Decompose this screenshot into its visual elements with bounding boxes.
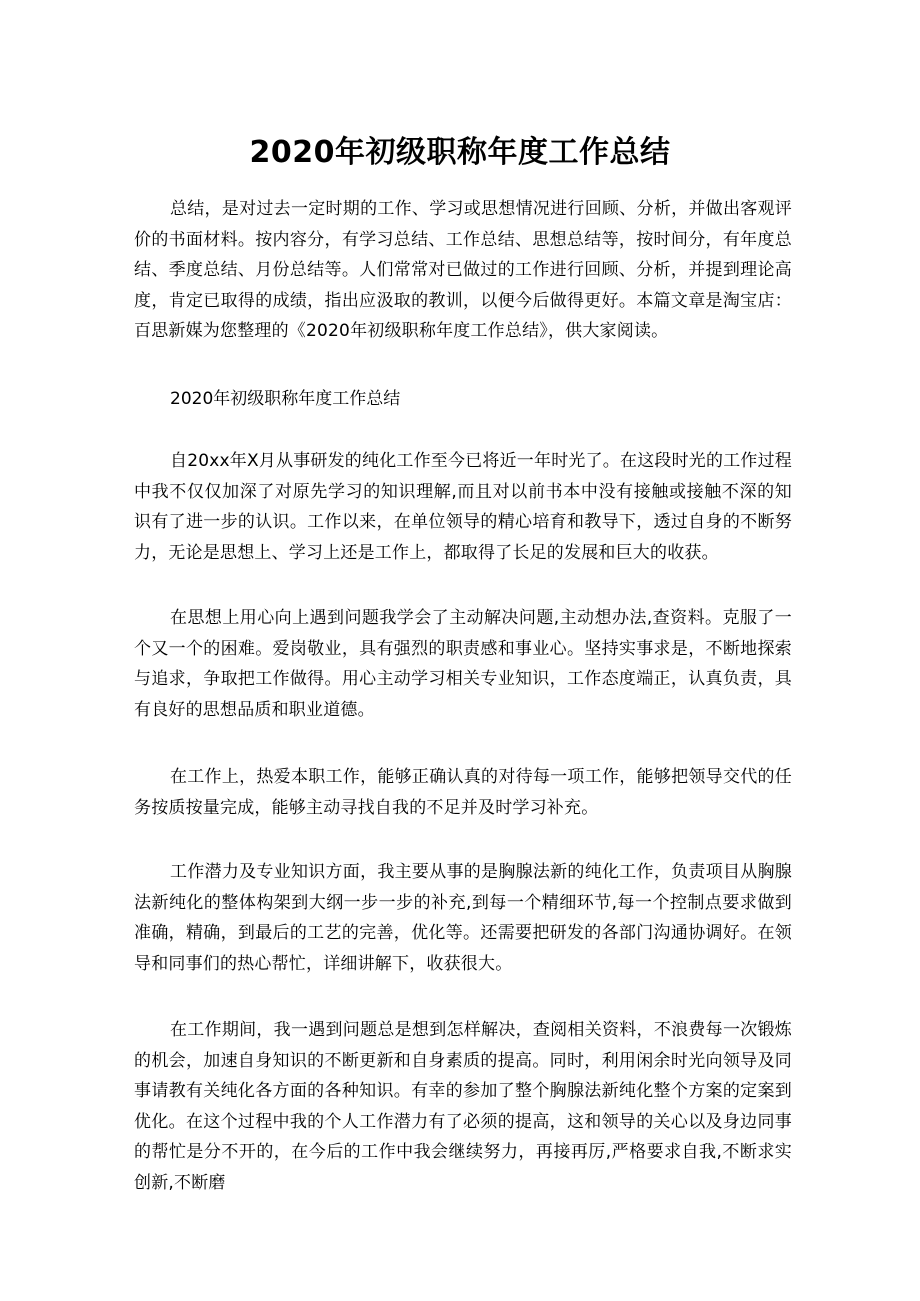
- body-paragraph-5: 在工作期间，我一遇到问题总是想到怎样解决，查阅相关资料，不浪费每一次锻炼的机会，加速自身知识的不断更新和自身素质的提高。同时，利用闲余时光向领导及同事请教有关纯化各方面的各种知识。有幸的参加了整个胸腺法新纯化整个方案的定案到优化。在这个过程中我的个人工作潜力有了必须的提高，这和领导的关心以及身边同事的帮忙是分不开的，在今后的工作中我会继续努力，再接再厉,严格要求自我,不断求实创新,不断磨: [134, 1020, 792, 1193]
- body-paragraph-1: 自20xx年X月从事研发的纯化工作至今已将近一年时光了。在这段时光的工作过程中我不仅仅加深了对原先学习的知识理解,而且对以前书本中没有接触或接触不深的知识有了进一步的认识。工作以来，在单位领导的精心培育和教导下，透过自身的不断努力，无论是思想上、学习上还是工作上，都取得了长足的发展和巨大的收获。: [134, 451, 792, 563]
- intro-paragraph: 总结，是对过去一定时期的工作、学习或思想情况进行回顾、分析，并做出客观评价的书面材料。按内容分，有学习总结、工作总结、思想总结等，按时间分，有年度总结、季度总结、月份总结等。人们常常对已做过的工作进行回顾、分析，并提到理论高度，肯定已取得的成绩，指出应汲取的教训，以便今后做得更好。本篇文章是淘宝店：百思新媒为您整理的《2020年初级职称年度工作总结》，供大家阅读。: [134, 199, 792, 341]
- section-heading: 2020年初级职称年度工作总结: [170, 389, 401, 409]
- body-paragraph-4: 工作潜力及专业知识方面，我主要从事的是胸腺法新的纯化工作，负责项目从胸腺法新纯化的整体构架到大纲一步一步的补充,到每一个精细环节,每一个控制点要求做到准确，精确，到最后的工艺的完善，优化等。还需要把研发的各部门沟通协调好。在领导和同事们的热心帮忙，详细讲解下，收获很大。: [134, 862, 792, 974]
- body-paragraph-3: 在工作上，热爱本职工作，能够正确认真的对待每一项工作，能够把领导交代的任务按质按量完成，能够主动寻找自我的不足并及时学习补充。: [134, 767, 792, 818]
- document-title: 2020年初级职称年度工作总结: [249, 135, 671, 170]
- body-paragraph-2: 在思想上用心向上遇到问题我学会了主动解决问题,主动想办法,查资料。克服了一个又一个的困难。爱岗敬业，具有强烈的职责感和事业心。坚持实事求是，不断地探索与追求，争取把工作做得。用心主动学习相关专业知识，工作态度端正，认真负责，具有良好的思想品质和职业道德。: [134, 608, 792, 720]
